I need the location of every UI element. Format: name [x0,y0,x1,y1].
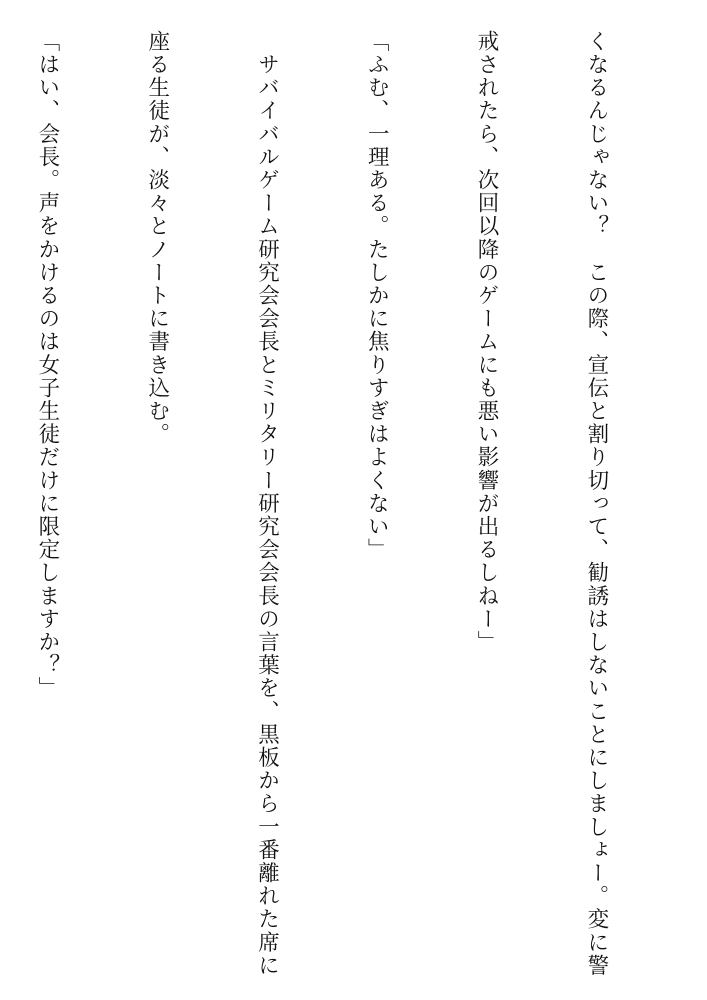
text-line: 「ふむ、一理ある。たしかに焦りすぎはよくない」 [364,30,390,562]
vertical-text-body [0,30,687,990]
text-line: 戒されたら、次回以降のゲームにも悪い影響が出るしねー」 [474,30,500,654]
text-line: 「はい、会長。声をかけるのは女子生徒だけに限定しますか？」 [34,30,60,700]
text-line: くなるんじゃない？ この際、宣伝と割り切って、勧誘はしないことにしましょー。変に警 [583,30,609,978]
text-line: サバイバルゲーム研究会会長とミリタリー研究会会長の言葉を、黒板から一番離れた席に [254,30,280,978]
text-line: 座る生徒が、淡々とノートに書き込む。 [144,30,170,446]
